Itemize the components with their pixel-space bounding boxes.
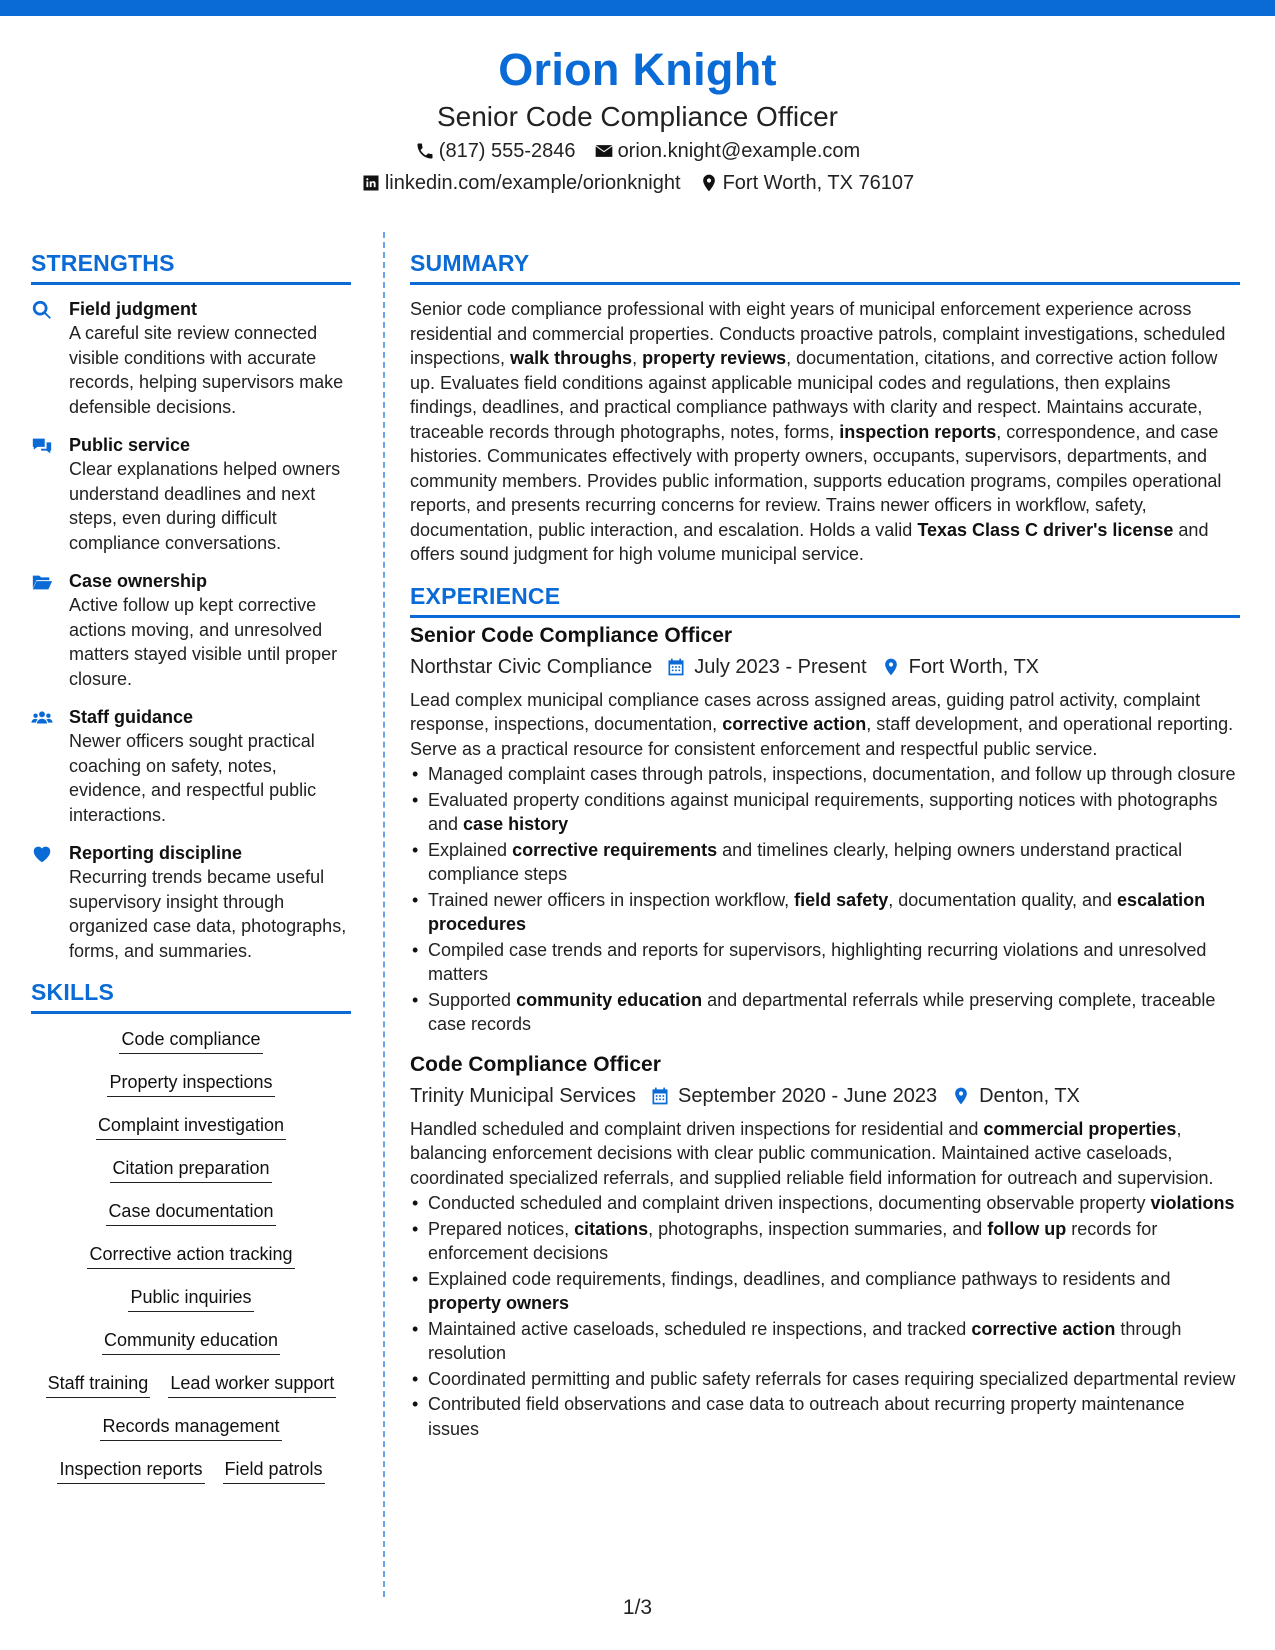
skill-row — [31, 1026, 351, 1054]
skill-row — [31, 1370, 351, 1398]
bold-phrase: corrective action — [971, 1318, 1116, 1339]
skill-row — [31, 1327, 351, 1355]
skill-tag: Records management — [100, 1413, 281, 1441]
experience-title: EXPERIENCE — [410, 582, 561, 609]
phone-icon — [415, 141, 435, 161]
strength-heading: Staff guidance — [69, 707, 194, 727]
bold-phrase: escalation procedures — [428, 889, 1206, 934]
skill-tag: Community education — [102, 1327, 280, 1355]
job-location-group — [951, 1081, 1080, 1111]
linkedin-text: linkedin.com/example/orionknight — [384, 172, 681, 194]
bullet-item — [428, 1217, 1240, 1266]
job-dates: September 2020 - June 2023 — [678, 1084, 938, 1107]
bullet-item — [428, 1191, 1240, 1216]
text-run: , correspondence, and case histories. Communicates effectively with property owners, occupants, supervisors, departments, and community members. Provides public information, supports education programs, compiles operational reports, and presents recurring concerns for review. Trains newer officers in workflow, safety, documentation, public interaction, and escalation. Holds a valid — [410, 421, 1222, 540]
text-run: Explained code requirements, findings, deadlines, and compliance pathways to residents and — [428, 1268, 1171, 1289]
experience-rule — [410, 615, 1240, 618]
job-entry — [410, 622, 1240, 1037]
job-entry — [410, 1051, 1240, 1442]
skill-row — [31, 1198, 351, 1226]
contact-row-1 — [0, 136, 1275, 166]
bullet-item — [428, 762, 1240, 787]
strength-heading: Case ownership — [69, 571, 208, 591]
text-run: Compiled case trends and reports for supervisors, highlighting recurring violations and unresolved matters — [428, 939, 1207, 984]
job-description — [410, 1117, 1240, 1191]
page-indicator: 1/3 — [622, 1596, 653, 1619]
text-run: Handled scheduled and complaint driven inspections for residential and — [410, 1118, 984, 1139]
job-meta — [410, 1081, 1240, 1111]
text-run: Explained — [428, 839, 513, 860]
resume-header — [0, 40, 1275, 198]
bullet-item — [428, 1367, 1240, 1392]
strength-heading: Public service — [69, 435, 191, 455]
bullet-item — [428, 838, 1240, 887]
skill-tag: Citation preparation — [110, 1155, 271, 1183]
text-run: , staff development, and operational reporting. Serve as a practical resource for consistent enforcement and respectful public service. — [410, 714, 1234, 759]
bold-phrase: case history — [463, 814, 569, 834]
bold-phrase: property reviews — [642, 348, 787, 368]
strength-description: A careful site review connected visible conditions with accurate records, helping supervisors make defensible decisions. — [69, 323, 344, 417]
strength-description: Active follow up kept corrective actions moving, and unresolved matters stayed visible until proper closure. — [69, 595, 338, 689]
skill-row — [31, 1155, 351, 1183]
envelope-icon — [594, 141, 614, 161]
text-run: Prepared notices, — [428, 1218, 575, 1239]
summary-title: SUMMARY — [410, 250, 530, 276]
strength-item — [31, 297, 351, 419]
email-text: orion.knight@example.com — [617, 140, 861, 162]
bold-phrase: citations — [574, 1218, 649, 1239]
text-run: Trained newer officers in inspection workflow, — [428, 889, 795, 910]
experience-section — [410, 581, 1240, 1442]
users-icon — [31, 707, 53, 729]
skills-title: SKILLS — [31, 979, 114, 1005]
bullet-item — [428, 1317, 1240, 1366]
text-run: , documentation quality, and — [888, 889, 1118, 910]
left-column — [31, 248, 351, 1499]
skill-row — [31, 1112, 351, 1140]
summary-section — [410, 248, 1240, 567]
text-run: Conducted scheduled and complaint driven inspections, documenting observable property — [428, 1193, 1151, 1213]
chat-icon — [31, 435, 53, 457]
skill-tag: Public inquiries — [128, 1284, 253, 1312]
bold-phrase: field safety — [794, 889, 889, 910]
location-text: Fort Worth, TX 76107 — [722, 172, 915, 194]
job-dates: July 2023 - Present — [694, 655, 867, 678]
skill-tag: Property inspections — [107, 1069, 274, 1097]
skill-row — [31, 1456, 351, 1484]
bullet-item — [428, 1267, 1240, 1316]
map-pin-icon — [951, 1086, 971, 1106]
linkedin-contact[interactable] — [361, 168, 681, 198]
text-run: , — [632, 348, 643, 368]
strength-description: Newer officers sought practical coaching on safety, notes, evidence, and respectful public interactions. — [69, 731, 317, 825]
job-dates-group — [666, 652, 866, 682]
bullet-item — [428, 938, 1240, 987]
job-dates-group — [650, 1081, 937, 1111]
right-column — [410, 248, 1240, 1441]
bold-phrase: walk throughs — [510, 348, 633, 368]
job-description — [410, 688, 1240, 762]
text-run: , documentation, citations, and corrective action follow up. Evaluates field conditions against applicable municipal codes and regulations, then explains findings, deadlines, and practical compliance pathways with clarity and respect. Maintains accurate, traceable records through photographs, notes, forms, — [410, 348, 1218, 442]
search-icon — [31, 299, 53, 321]
job-title: Senior Code Compliance Officer — [410, 623, 733, 647]
text-run: and offers sound judgment for high volume municipal service. — [410, 519, 1209, 564]
bold-phrase: inspection reports — [839, 421, 997, 442]
job-meta — [410, 652, 1240, 682]
strength-item — [31, 705, 351, 827]
job-location-group — [881, 652, 1039, 682]
location-contact — [699, 168, 915, 198]
text-run: Evaluated property conditions against municipal requirements, supporting notices with photographs and — [428, 789, 1218, 834]
text-run: and departmental referrals while preserving complete, traceable case records — [428, 989, 1216, 1034]
text-run: records for enforcement decisions — [428, 1218, 1158, 1263]
text-run: Lead complex municipal compliance cases across assigned areas, guiding patrol activity, complaint response, inspections, documentation, — [410, 689, 1201, 734]
strength-heading: Reporting discipline — [69, 843, 243, 863]
calendar-icon — [666, 657, 686, 677]
heart-icon — [31, 843, 53, 865]
text-run: Coordinated permitting and public safety referrals for cases requiring specialized departmental review — [428, 1368, 1236, 1389]
text-run: through resolution — [428, 1318, 1182, 1363]
skills-list — [31, 1026, 351, 1484]
text-run: Supported — [428, 989, 517, 1010]
job-location: Fort Worth, TX — [908, 655, 1040, 678]
skill-tag: Code compliance — [119, 1026, 262, 1054]
strength-item — [31, 433, 351, 555]
strengths-rule — [31, 282, 351, 285]
bullet-item — [428, 988, 1240, 1037]
column-divider — [383, 232, 385, 1597]
bold-phrase: commercial properties — [983, 1118, 1177, 1139]
text-run: and timelines clearly, helping owners understand practical compliance steps — [428, 839, 1183, 884]
summary-paragraph — [410, 297, 1240, 567]
phone-contact[interactable] — [415, 136, 576, 166]
skill-tag: Lead worker support — [168, 1370, 336, 1398]
text-run: Maintained active caseloads, scheduled re inspections, and tracked — [428, 1318, 972, 1339]
job-bullets — [410, 762, 1240, 1037]
job-bullets — [410, 1191, 1240, 1441]
skill-row — [31, 1069, 351, 1097]
linkedin-icon — [361, 173, 381, 193]
text-run: , balancing enforcement decisions with clear public communication. Maintained active caseloads, coordinated specialized referrals, and supplied reliable field information for outreach and supervision. — [410, 1118, 1214, 1188]
folder-icon — [31, 571, 53, 593]
bold-phrase: community education — [516, 989, 703, 1010]
bold-phrase: follow up — [987, 1218, 1067, 1239]
bullet-item — [428, 1392, 1240, 1441]
top-accent-bar — [0, 0, 1275, 16]
skill-tag: Corrective action tracking — [87, 1241, 294, 1269]
bullet-item — [428, 888, 1240, 937]
text-run: , photographs, inspection summaries, and — [648, 1218, 988, 1239]
bold-phrase: corrective requirements — [512, 839, 718, 860]
skill-row — [31, 1241, 351, 1269]
strengths-section — [31, 248, 351, 963]
email-contact[interactable] — [594, 136, 861, 166]
strength-item — [31, 841, 351, 963]
bold-phrase: Texas Class C driver's license — [917, 519, 1174, 540]
skill-tag: Staff training — [46, 1370, 151, 1398]
strength-description: Clear explanations helped owners understand deadlines and next steps, even during difficult compliance conversations. — [69, 459, 341, 553]
strength-item — [31, 569, 351, 691]
bold-phrase: property owners — [428, 1293, 570, 1313]
map-pin-icon — [881, 657, 901, 677]
summary-rule — [410, 282, 1240, 285]
bold-phrase: violations — [1150, 1193, 1235, 1213]
job-company: Northstar Civic Compliance — [410, 655, 653, 678]
candidate-name: Orion Knight — [498, 44, 777, 95]
map-pin-icon — [699, 173, 719, 193]
skill-tag: Case documentation — [106, 1198, 275, 1226]
skills-section — [31, 977, 351, 1484]
bullet-item — [428, 788, 1240, 837]
text-run: Senior code compliance professional with eight years of municipal enforcement experience across residential and commercial properties. Conducts proactive patrols, complaint investigations, scheduled inspections, — [410, 299, 1226, 368]
skill-row — [31, 1413, 351, 1441]
job-location: Denton, TX — [979, 1084, 1080, 1107]
strengths-title: STRENGTHS — [31, 250, 175, 276]
skills-rule — [31, 1011, 351, 1014]
bold-phrase: corrective action — [722, 714, 867, 734]
job-company: Trinity Municipal Services — [410, 1084, 636, 1107]
skill-tag: Field patrols — [223, 1456, 325, 1484]
skill-row — [31, 1284, 351, 1312]
text-run: Managed complaint cases through patrols, inspections, documentation, and follow up through closure — [428, 764, 1236, 784]
skill-tag: Inspection reports — [57, 1456, 204, 1484]
candidate-title: Senior Code Compliance Officer — [436, 101, 838, 132]
calendar-icon — [650, 1086, 670, 1106]
phone-text: (817) 555-2846 — [438, 140, 576, 162]
skill-tag: Complaint investigation — [96, 1112, 286, 1140]
strength-description: Recurring trends became useful supervisory insight through organized case data, photographs, forms, and summaries. — [69, 867, 347, 961]
text-run: Contributed field observations and case data to outreach about recurring property maintenance issues — [428, 1394, 1185, 1439]
contact-row-2 — [0, 168, 1275, 198]
strength-heading: Field judgment — [69, 299, 197, 319]
job-title: Code Compliance Officer — [410, 1052, 661, 1076]
